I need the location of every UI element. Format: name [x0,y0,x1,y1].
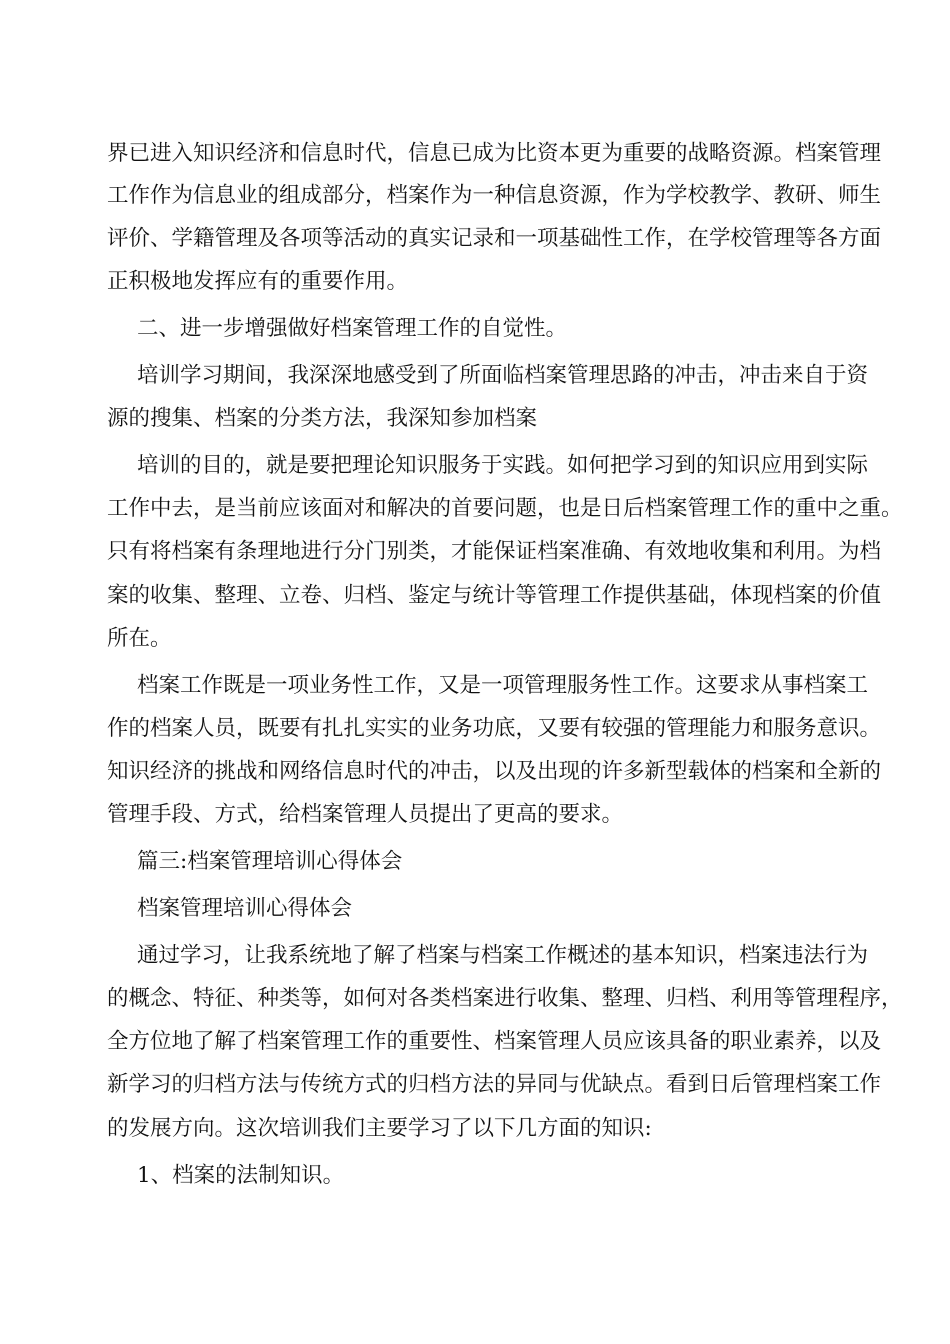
text-line: 所在。 [107,626,172,651]
text-line: 的发展方向。这次培训我们主要学习了以下几方面的知识: [107,1116,652,1141]
text-line: 管理手段、方式，给档案管理人员提出了更高的要求。 [107,802,624,827]
article-title: 档案管理培训心得体会 [137,896,353,921]
section-heading: 篇三:档案管理培训心得体会 [137,849,403,874]
text-line: 通过学习，让我系统地了解了档案与档案工作概述的基本知识，档案违法行为 [137,943,869,968]
text-line: 正积极地发挥应有的重要作用。 [107,269,409,294]
text-line: 培训学习期间，我深深地感受到了所面临档案管理思路的冲击，冲击来自于资 [137,363,869,388]
text-line: 档案工作既是一项业务性工作，又是一项管理服务性工作。这要求从事档案工 [137,673,869,698]
text-line: 案的收集、整理、立卷、归档、鉴定与统计等管理工作提供基础，体现档案的价值 [107,583,882,608]
text-line: 的概念、特征、种类等，如何对各类档案进行收集、整理、归档、利用等管理程序， [107,986,903,1011]
text-line: 工作中去，是当前应该面对和解决的首要问题，也是日后档案管理工作的重中之重。 [107,496,903,521]
text-line: 源的搜集、档案的分类方法，我深知参加档案 [107,406,538,431]
text-line: 知识经济的挑战和网络信息时代的冲击，以及出现的许多新型载体的档案和全新的 [107,759,882,784]
text-line: 新学习的归档方法与传统方式的归档方法的异同与优缺点。看到日后管理档案工作 [107,1072,882,1097]
text-line: 界已进入知识经济和信息时代，信息已成为比资本更为重要的战略资源。档案管理 [107,141,882,166]
text-line: 工作作为信息业的组成部分，档案作为一种信息资源，作为学校教学、教研、师生 [107,183,882,208]
text-line: 培训的目的，就是要把理论知识服务于实践。如何把学习到的知识应用到实际 [137,453,869,478]
section-heading: 二、进一步增强做好档案管理工作的自觉性。 [137,316,568,341]
text-line: 评价、学籍管理及各项等活动的真实记录和一项基础性工作，在学校管理等各方面 [107,226,882,251]
list-item: 1、档案的法制知识。 [137,1163,345,1188]
text-line: 全方位地了解了档案管理工作的重要性、档案管理人员应该具备的职业素养，以及 [107,1029,882,1054]
text-line: 作的档案人员，既要有扎扎实实的业务功底，又要有较强的管理能力和服务意识。 [107,716,882,741]
text-line: 只有将档案有条理地进行分门别类，才能保证档案准确、有效地收集和利用。为档 [107,539,882,564]
